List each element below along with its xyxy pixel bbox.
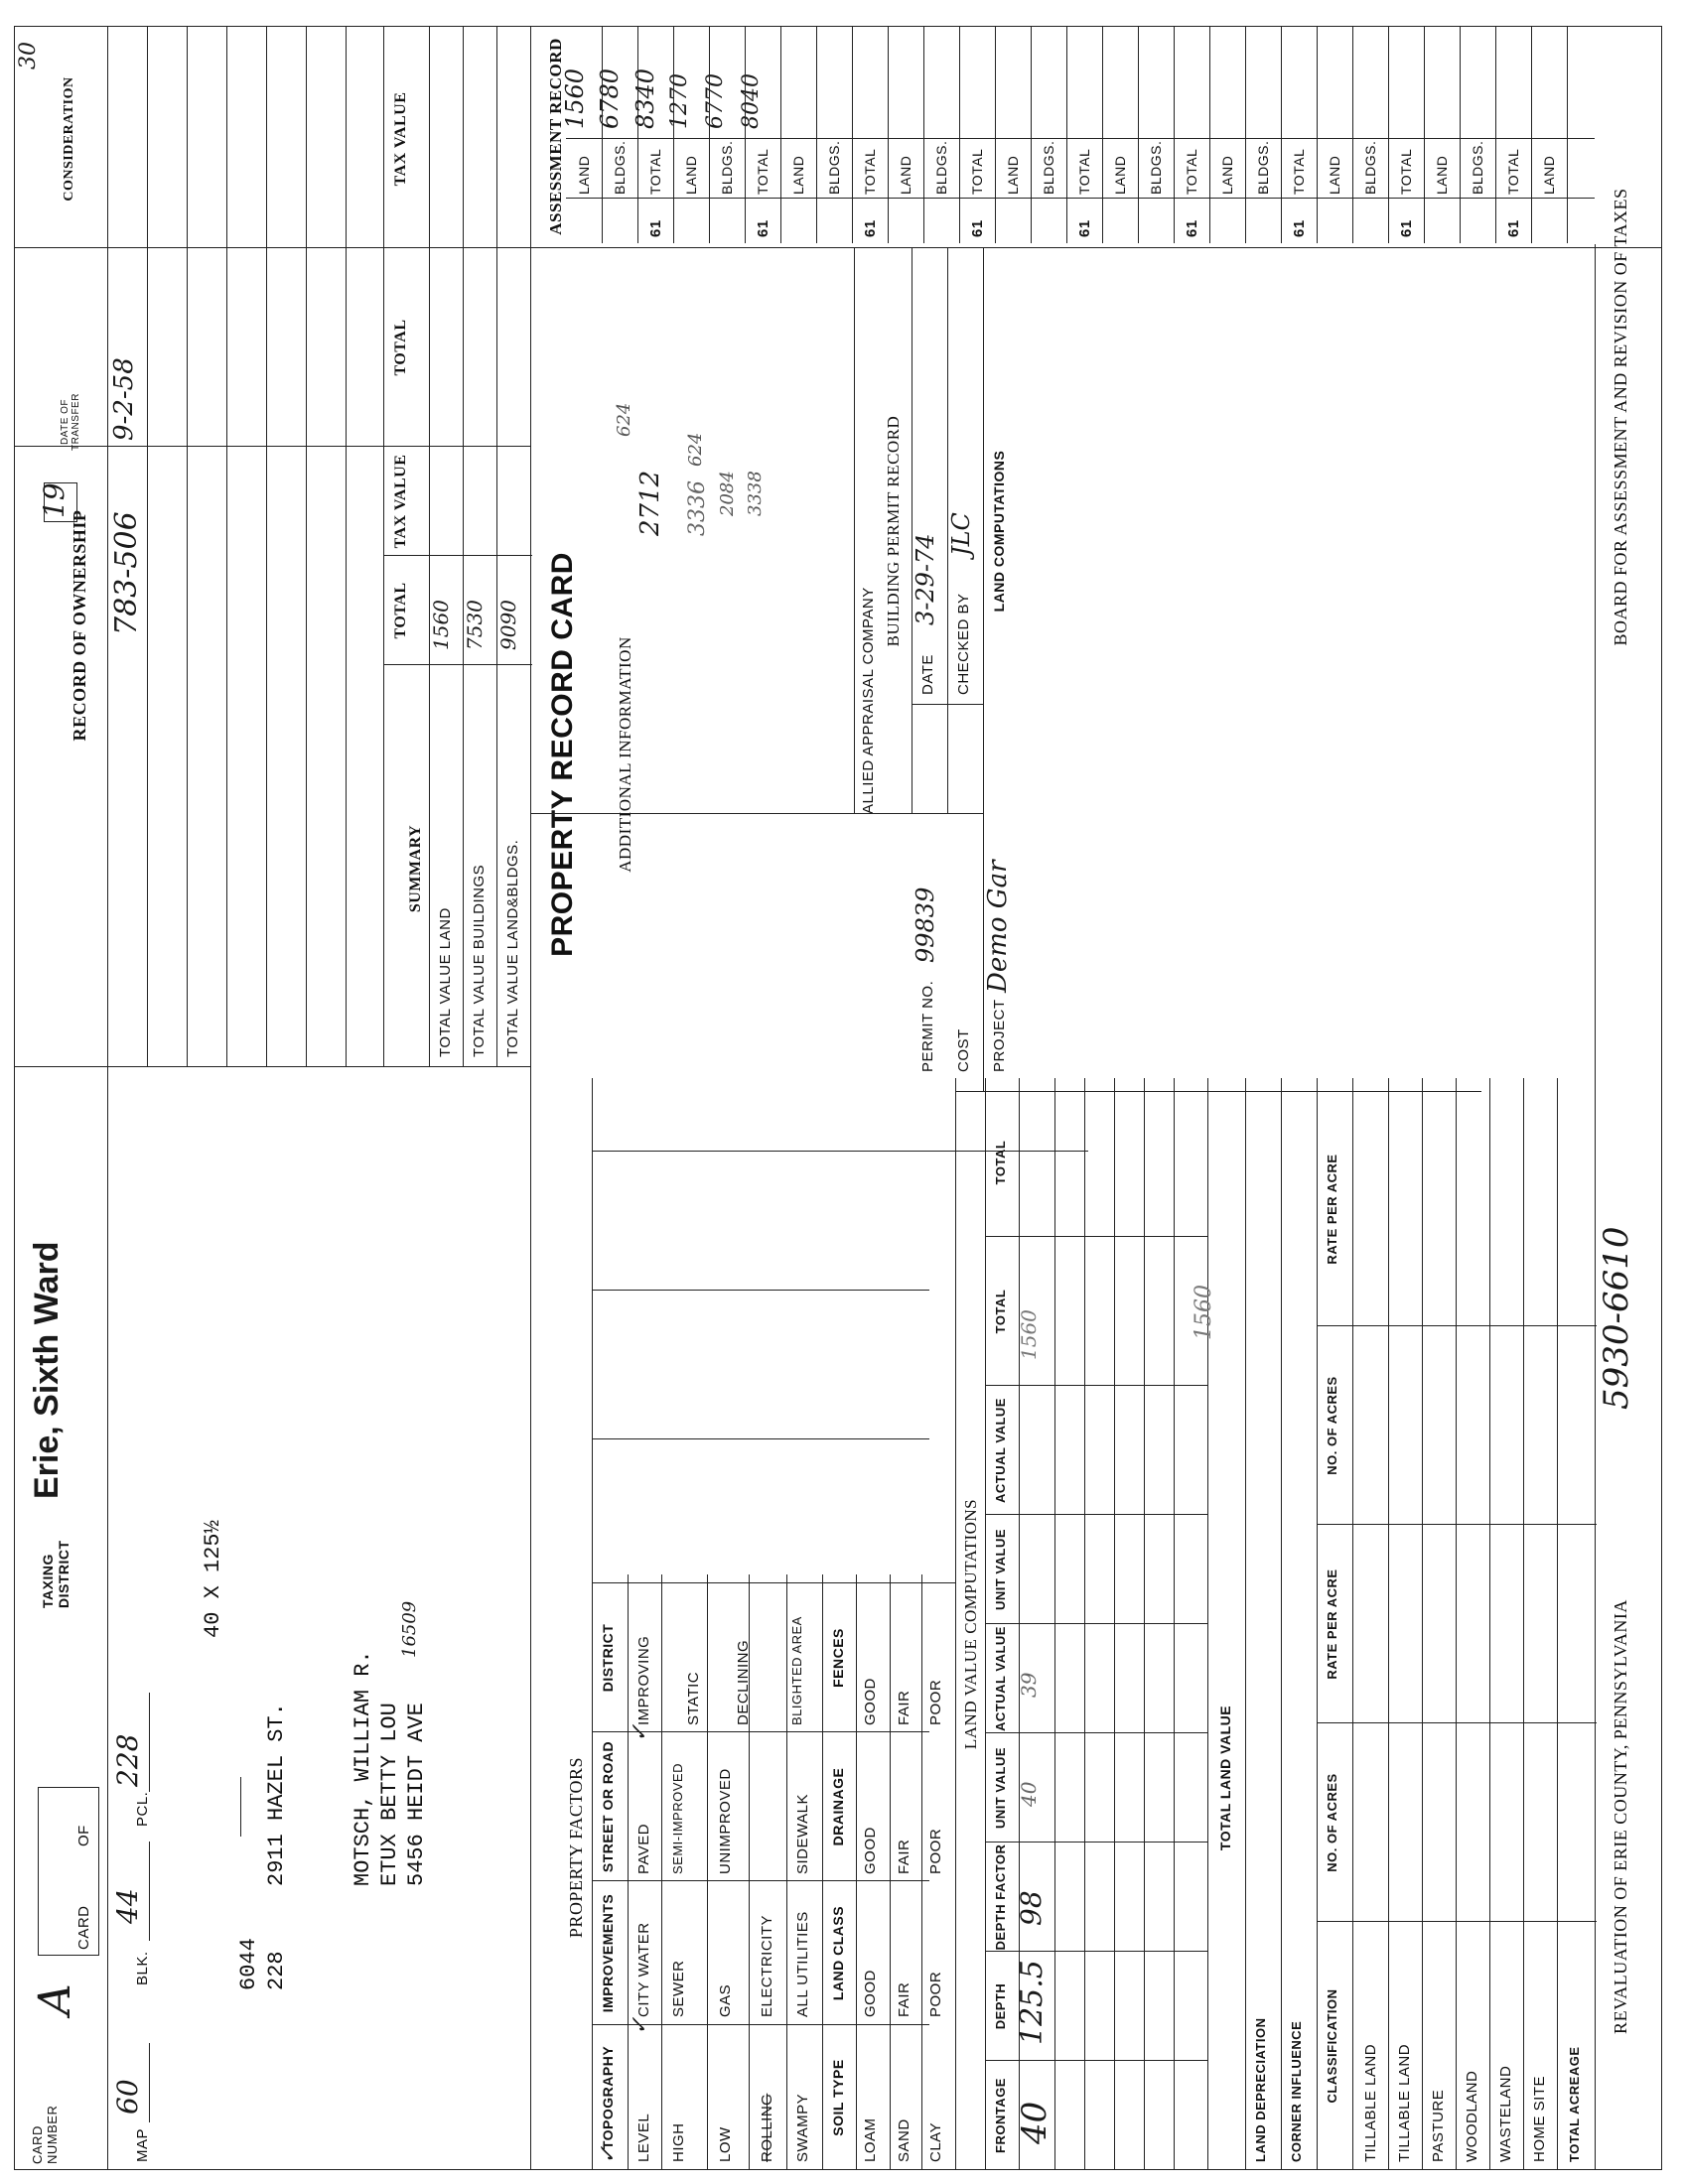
acreage-h-no-acres-1: NO. OF ACRES (1325, 1773, 1339, 1872)
date-label: DATE (919, 654, 936, 695)
assessment-year-code: 61 (969, 219, 986, 237)
check-city-water: ✓ (628, 2016, 652, 2035)
check-paved: ✓ (628, 1723, 652, 1742)
soil-sand: SAND (896, 2118, 912, 2162)
assessment-row-line (1174, 26, 1175, 243)
assessment-row-label: LAND (1005, 155, 1021, 195)
assessment-row-label: LAND (1219, 155, 1235, 195)
assessment-row-line (1281, 26, 1282, 243)
checked-by-value: JLC (947, 512, 975, 556)
assessment-year-code: 61 (1398, 219, 1415, 237)
street-header: STREET OR ROAD (600, 1740, 616, 1873)
summary-tax-label: TAX VALUE (392, 454, 409, 549)
property-record-card-title: PROPERTY RECORD CARD (546, 552, 579, 957)
summary-row-land-total: 1560 (429, 600, 453, 650)
lv-actual-value: 39 (1017, 1672, 1041, 1698)
assessment-row-label: TOTAL (1398, 148, 1414, 195)
summary-row-buildings-total: 7530 (463, 600, 487, 650)
summary-row-buildings: TOTAL VALUE BUILDINGS (471, 864, 488, 1057)
assessment-row-line (709, 26, 710, 243)
summary-right-tax-label: TAX VALUE (392, 91, 409, 187)
assessment-row-line (673, 26, 674, 243)
district-blighted-area: BLIGHTED AREA (789, 1616, 804, 1725)
soil-clay: CLAY (927, 2121, 944, 2162)
parcel-code-1: 6044 (236, 1938, 261, 1990)
assessment-year-code: 61 (1291, 219, 1308, 237)
parcel-code-2: 228 (264, 1951, 289, 1990)
lv-depth-factor-value: 98 (1015, 1890, 1048, 1926)
parcel-dimensions: 40 X 125½ (201, 1520, 225, 1638)
assessment-row-label: LAND (1327, 155, 1342, 195)
assessment-value-3: 8340 (632, 68, 659, 129)
assessment-year-code: 61 (1076, 219, 1093, 237)
improvements-header: IMPROVEMENTS (600, 1893, 616, 2013)
fences-good: GOOD (862, 1678, 879, 1725)
street-sidewalk: SIDEWALK (794, 1794, 811, 1874)
summary-row-land-bldgs-total: 9090 (496, 600, 520, 650)
assessment-value-6: 8040 (739, 73, 764, 129)
project-label: PROJECT (991, 999, 1008, 1072)
assessment-divider (566, 198, 1595, 199)
lv-unit-value: 40 (1017, 1781, 1041, 1807)
acreage-row-home-site: HOME SITE (1531, 2075, 1548, 2162)
acreage-h-classification: CLASSIFICATION (1325, 1988, 1339, 2104)
of-label: OF (75, 1825, 92, 1846)
assessment-row-label: BLDGS. (1470, 140, 1485, 195)
assessment-row-line (1567, 26, 1568, 243)
record-of-ownership-label: RECORD OF OWNERSHIP (70, 509, 89, 742)
additional-info-label: ADDITIONAL INFORMATION (616, 636, 634, 873)
land-value-title: LAND VALUE COMPUTATIONS (961, 1498, 980, 1750)
summary-title: SUMMARY (407, 824, 424, 913)
street-unimproved: UNIMPROVED (717, 1768, 734, 1874)
pcl-value: 228 (111, 1733, 144, 1787)
assessment-row-label: LAND (576, 155, 592, 195)
assessment-row-line (923, 26, 924, 243)
assessment-value-1: 1560 (561, 68, 589, 129)
corner-influence-label: CORNER INFLUENCE (1289, 2020, 1304, 2162)
acreage-row-pasture: PASTURE (1430, 2089, 1447, 2162)
ownership-box-value: 19 (38, 482, 70, 518)
map-label: MAP (134, 2127, 151, 2162)
total-land-value: 1560 (1192, 1285, 1216, 1340)
district-declining: DECLINING (735, 1639, 752, 1725)
land-computations-label: LAND COMPUTATIONS (991, 450, 1007, 613)
lv-h-frontage: FRONTAGE (993, 2078, 1008, 2153)
acreage-row-tillable-1: TILLABLE LAND (1362, 2043, 1379, 2162)
date-value: 3-29-74 (912, 533, 939, 625)
land-class-header: LAND CLASS (830, 1905, 846, 2001)
assessment-row-line (1388, 26, 1389, 243)
lv-h-total-2: TOTAL (993, 1140, 1008, 1185)
date-of-transfer-value: 9-2-58 (109, 357, 139, 441)
assessment-row-line (637, 26, 638, 243)
assessment-year-code: 61 (755, 219, 772, 237)
assessment-row-label: BLDGS. (933, 140, 949, 195)
assessment-year-code: 61 (1505, 219, 1522, 237)
lv-h-actual-value-1: ACTUAL VALUE (993, 1626, 1008, 1731)
lv-h-unit-value-2: UNIT VALUE (993, 1528, 1008, 1611)
assessment-row-line (1245, 26, 1246, 243)
date-of-transfer-label: DATE OF TRANSFER (60, 393, 81, 451)
assessment-year-code: 61 (1184, 219, 1200, 237)
acreage-total-label: TOTAL ACREAGE (1567, 2046, 1582, 2162)
total-land-value-label: TOTAL LAND VALUE (1217, 1705, 1233, 1851)
assessment-row-label: BLDGS. (1041, 140, 1056, 195)
soil-type-header: SOIL TYPE (830, 2059, 846, 2136)
appraiser-label: ALLIED APPRAISAL COMPANY (860, 587, 877, 814)
district-static: STATIC (685, 1671, 702, 1725)
footer-code: 5930-6610 (1597, 1226, 1636, 1410)
blk-value: 44 (111, 1888, 144, 1924)
additional-value-5: 2084 (717, 471, 738, 516)
permit-no-label: PERMIT NO. (919, 980, 936, 1072)
owner-line-2: ETUX BETTY LOU (377, 1703, 402, 1886)
ownership-deed: 783-506 (109, 511, 144, 635)
assessment-row-label: TOTAL (969, 148, 985, 195)
additional-value-6: 3338 (745, 471, 766, 516)
assessment-row-label: TOTAL (1291, 148, 1307, 195)
lv-h-depth-factor: DEPTH FACTOR (993, 1843, 1008, 1951)
improvements-city-water: CITY WATER (635, 1922, 652, 2017)
owner-line-3: 5456 HEIDT AVE (404, 1703, 429, 1886)
assessment-row-line (995, 26, 996, 243)
drainage-header: DRAINAGE (830, 1767, 846, 1846)
assessment-row-line (1460, 26, 1461, 243)
acreage-h-rate-2: RATE PER ACRE (1325, 1154, 1339, 1265)
taxing-district-label: TAXING DISTRICT (40, 1540, 71, 1608)
consideration-label: CONSIDERATION (62, 76, 76, 202)
street-semi-improved: SEMI-IMPROVED (670, 1763, 685, 1874)
improvements-electricity: ELECTRICITY (759, 1914, 775, 2017)
assessment-row-label: LAND (790, 155, 806, 195)
pcl-label: PCL. (134, 1791, 151, 1827)
assessment-year-code: 61 (862, 219, 879, 237)
acreage-h-rate-1: RATE PER ACRE (1325, 1569, 1339, 1680)
assessment-year-code: 61 (647, 219, 664, 237)
assessment-title: ASSESSMENT RECORD (546, 38, 565, 235)
assessment-row-line (602, 26, 603, 243)
parcel-address: 2911 HAZEL ST. (264, 1703, 289, 1886)
assessment-row-line (888, 26, 889, 243)
blk-label: BLK. (134, 1951, 151, 1985)
project-value: Demo Gar (983, 860, 1013, 993)
street-paved: PAVED (635, 1823, 652, 1874)
summary-total-label: TOTAL (392, 582, 409, 639)
footer-left: REVALUATION OF ERIE COUNTY, PENNSYLVANIA (1611, 1599, 1630, 2034)
property-factors-title: PROPERTY FACTORS (566, 1756, 586, 1939)
card-letter: A (30, 1983, 80, 2015)
card-label: CARD (75, 1905, 92, 1950)
improvements-all-utilities: ALL UTILITIES (794, 1911, 811, 2017)
owner-line-1: MOTSCH, WILLIAM R. (351, 1650, 375, 1886)
building-permit-label: BUILDING PERMIT RECORD (884, 415, 903, 647)
additional-value-4: 624 (685, 432, 706, 467)
assessment-row-label: LAND (1434, 155, 1450, 195)
assessment-row-line (1209, 26, 1210, 243)
checked-by-label: CHECKED BY (955, 593, 972, 695)
assessment-row-label: TOTAL (862, 148, 878, 195)
assessment-row-line (816, 26, 817, 243)
assessment-row-line (745, 26, 746, 243)
topography-rolling: ROLLING (759, 2093, 775, 2162)
permit-no-value: 99839 (912, 887, 939, 963)
assessment-row-label: LAND (683, 155, 699, 195)
assessment-row-line (1495, 26, 1496, 243)
assessment-row-label: BLDGS. (1148, 140, 1164, 195)
land-class-fair: FAIR (896, 1981, 912, 2017)
assessment-row-line (1066, 26, 1067, 243)
assessment-row-line (1317, 26, 1318, 243)
assessment-row-label: LAND (1112, 155, 1128, 195)
assessment-value-5: 6770 (703, 73, 728, 129)
land-depreciation-label: LAND DEPRECIATION (1253, 2017, 1268, 2162)
fences-poor: POOR (927, 1679, 944, 1725)
lv-h-depth: DEPTH (993, 1982, 1008, 2030)
lv-h-actual-value-2: ACTUAL VALUE (993, 1398, 1008, 1503)
summary-row-land-bldgs: TOTAL VALUE LAND&BLDGS. (504, 839, 521, 1057)
additional-value-3: 3336 (685, 480, 710, 536)
assessment-row-label: BLDGS. (719, 140, 735, 195)
corner-number: 30 (16, 42, 41, 69)
fences-header: FENCES (830, 1628, 846, 1688)
assessment-row-label: TOTAL (1505, 148, 1521, 195)
owner-line-3-note: 16509 (399, 1600, 420, 1658)
topography-swampy: SWAMPY (794, 2093, 811, 2162)
land-class-good: GOOD (862, 1970, 879, 2017)
lv-frontage-value: 40 (1015, 2101, 1054, 2144)
improvements-gas: GAS (717, 1983, 734, 2017)
assessment-row-line (852, 26, 853, 243)
acreage-h-no-acres-2: NO. OF ACRES (1325, 1376, 1339, 1475)
assessment-row-line (1352, 26, 1353, 243)
assessment-row-line (780, 26, 781, 243)
assessment-value-2: 6780 (596, 68, 624, 129)
additional-value-1: 624 (614, 402, 634, 437)
taxing-district-value: Erie, Sixth Ward (28, 1241, 66, 1499)
land-class-poor: POOR (927, 1971, 944, 2017)
lv-depth-value: 125.5 (1015, 1960, 1050, 2045)
assessment-row-label: BLDGS. (826, 140, 842, 195)
lv-total-value: 1560 (1017, 1309, 1041, 1360)
fences-fair: FAIR (896, 1690, 912, 1725)
summary-right-total-label: TOTAL (392, 319, 409, 376)
assessment-row-label: BLDGS. (1362, 140, 1378, 195)
topography-low: LOW (717, 2126, 734, 2162)
lv-h-total-1: TOTAL (993, 1289, 1008, 1334)
drainage-good: GOOD (862, 1827, 879, 1874)
cost-label: COST (955, 1028, 972, 1072)
assessment-divider (566, 138, 1595, 139)
assessment-row-label: BLDGS. (1255, 140, 1271, 195)
assessment-row-line (1424, 26, 1425, 243)
topography-header: TOPOGRAPHY (600, 2045, 616, 2150)
improvements-sewer: SEWER (670, 1960, 687, 2017)
acreage-row-woodland: WOODLAND (1464, 2070, 1480, 2162)
district-header: DISTRICT (600, 1623, 616, 1693)
topography-level: LEVEL (635, 2113, 652, 2162)
assessment-row-label: TOTAL (755, 148, 771, 195)
footer-right: BOARD FOR ASSESSMENT AND REVISION OF TAXES (1611, 188, 1630, 646)
topography-high: HIGH (670, 2122, 687, 2162)
map-value: 60 (111, 2079, 144, 2115)
assessment-row-label: TOTAL (647, 148, 663, 195)
assessment-row-label: TOTAL (1184, 148, 1199, 195)
assessment-row-line (1531, 26, 1532, 243)
assessment-row-label: TOTAL (1076, 148, 1092, 195)
assessment-row-label: LAND (898, 155, 913, 195)
drainage-fair: FAIR (896, 1839, 912, 1874)
assessment-row-line (1102, 26, 1103, 243)
additional-value-2: 2712 (635, 470, 665, 536)
assessment-row-line (959, 26, 960, 243)
acreage-row-tillable-2: TILLABLE LAND (1396, 2043, 1413, 2162)
assessment-row-line (1031, 26, 1032, 243)
assessment-row-line (1138, 26, 1139, 243)
check-level: ✓ (596, 2145, 621, 2164)
assessment-value-4: 1270 (667, 73, 692, 129)
lv-h-unit-value-1: UNIT VALUE (993, 1746, 1008, 1830)
summary-row-land: TOTAL VALUE LAND (437, 907, 454, 1057)
acreage-row-wasteland: WASTELAND (1497, 2065, 1514, 2162)
assessment-row-label: LAND (1541, 155, 1557, 195)
district-improving: IMPROVING (635, 1635, 652, 1725)
card-number-label: CARD NUMBER (30, 2105, 60, 2164)
drainage-poor: POOR (927, 1828, 944, 1874)
soil-loam: LOAM (862, 2117, 879, 2162)
assessment-row-label: BLDGS. (612, 140, 628, 195)
